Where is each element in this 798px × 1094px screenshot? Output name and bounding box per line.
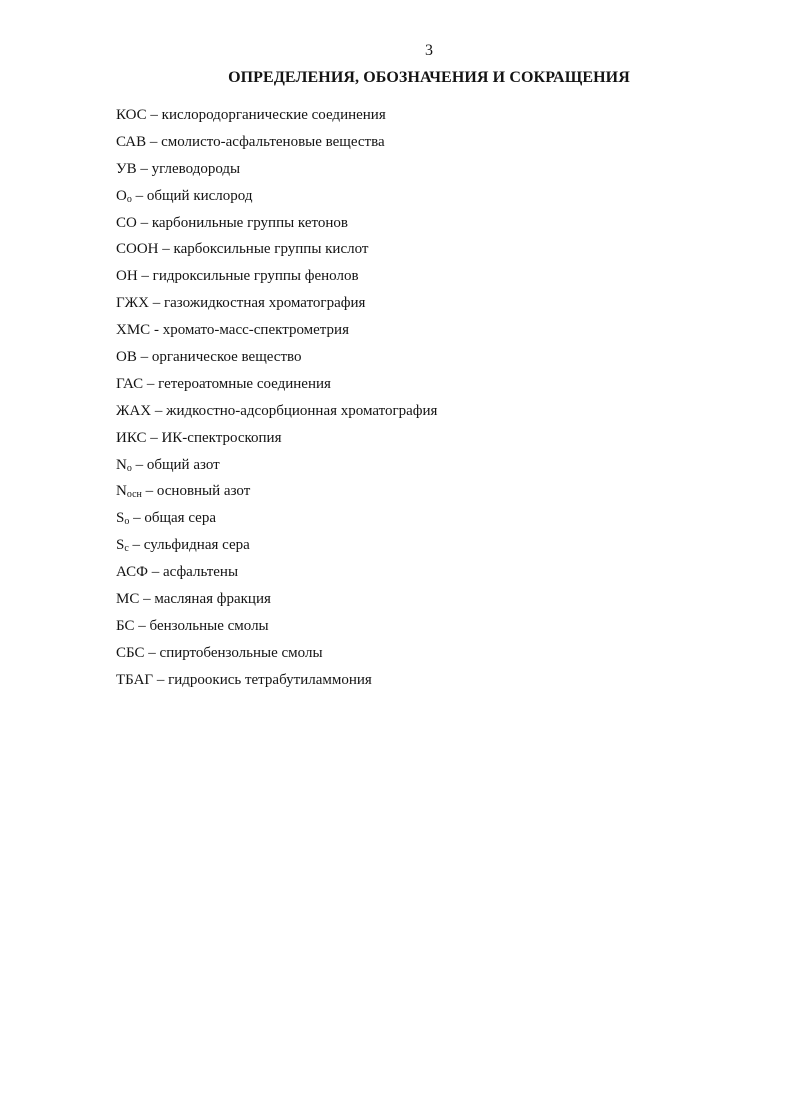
abbr-separator: –	[128, 537, 144, 554]
abbreviation-list	[116, 104, 437, 696]
list-item	[116, 615, 437, 642]
abbr-definition: кислородорганические соединения	[161, 107, 386, 123]
abbr-separator: –	[151, 402, 167, 419]
abbr-term: ГЖХ	[116, 295, 149, 312]
list-item	[116, 131, 437, 158]
abbr-term: ХМС	[116, 322, 151, 339]
abbr-separator: –	[131, 456, 147, 473]
abbr-term: САВ	[116, 133, 147, 150]
abbr-definition: общая сера	[144, 510, 216, 527]
list-item	[116, 507, 437, 534]
abbr-separator: –	[136, 349, 152, 366]
abbr-term: АСФ	[116, 564, 148, 581]
abbr-term: ОВ	[116, 349, 137, 366]
abbr-definition: органическое вещество	[151, 349, 302, 366]
abbr-separator: -	[150, 322, 163, 339]
abbr-term: ОН	[116, 268, 138, 285]
list-item	[116, 265, 437, 292]
abbr-definition: бензольные смолы	[149, 617, 269, 634]
list-item	[116, 561, 437, 588]
list-item	[116, 669, 437, 696]
abbr-separator: –	[146, 107, 162, 123]
list-item	[116, 238, 437, 265]
abbr-definition: общий азот	[146, 456, 220, 473]
abbr-separator: –	[141, 483, 157, 500]
list-item	[116, 158, 437, 185]
abbr-definition: жидкостно-адсорбционная хроматография	[166, 402, 438, 419]
abbr-definition: масляная фракция	[154, 591, 271, 608]
abbr-separator: –	[134, 617, 150, 634]
abbr-definition: основный азот	[156, 483, 251, 500]
list-item	[116, 212, 437, 239]
list-item	[116, 454, 437, 481]
list-item	[116, 319, 437, 346]
list-item	[116, 400, 437, 427]
abbr-definition: гидроокись тетрабутиламмония	[168, 671, 372, 688]
abbr-definition: карбонильные группы кетонов	[151, 214, 348, 231]
abbr-term: O	[116, 187, 127, 204]
abbr-separator: –	[146, 429, 162, 446]
abbr-term: СБС	[116, 644, 145, 661]
abbr-definition: смолисто-асфальтеновые вещества	[161, 133, 385, 150]
abbr-term: ЖАХ	[116, 402, 152, 419]
abbr-subscript: o	[124, 516, 130, 528]
abbr-term: ИКС	[116, 429, 147, 446]
abbr-term: УВ	[116, 160, 137, 177]
abbr-term: КОС	[116, 107, 147, 123]
abbr-term: S	[116, 537, 125, 554]
abbr-separator: –	[146, 133, 162, 150]
abbr-definition: карбоксильные группы кислот	[173, 241, 369, 258]
abbr-term: СООН	[116, 241, 159, 258]
list-item	[116, 373, 437, 400]
abbr-separator: –	[136, 160, 152, 177]
list-item	[116, 427, 437, 454]
abbr-separator: –	[147, 564, 163, 581]
list-item	[116, 346, 437, 373]
abbr-subscript: c	[124, 543, 129, 555]
abbr-separator: –	[137, 268, 153, 285]
abbr-subscript: o	[126, 462, 132, 474]
list-item	[116, 534, 437, 561]
abbr-term: СО	[116, 214, 137, 231]
list-item	[116, 480, 437, 507]
abbr-definition: ИК-спектроскопия	[161, 429, 282, 446]
page-number: 3	[425, 42, 433, 59]
abbr-separator: –	[153, 671, 169, 688]
abbr-term: S	[116, 510, 125, 527]
abbr-separator: –	[139, 591, 155, 608]
abbr-term: МС	[116, 591, 140, 608]
abbr-definition: гетероатомные соединения	[158, 375, 331, 392]
abbr-term: БС	[116, 617, 135, 634]
list-item	[116, 588, 437, 615]
page-title: ОПРЕДЕЛЕНИЯ, ОБОЗНАЧЕНИЯ И СОКРАЩЕНИЯ	[228, 69, 630, 86]
abbr-term: ГАС	[116, 375, 144, 392]
abbr-separator: –	[131, 187, 147, 204]
abbr-definition: гидроксильные группы фенолов	[152, 268, 359, 285]
abbr-separator: –	[136, 214, 152, 231]
abbr-separator: –	[143, 375, 159, 392]
abbr-separator: –	[144, 644, 160, 661]
abbr-separator: –	[148, 295, 164, 312]
abbr-separator: –	[129, 510, 145, 527]
abbr-definition: спиртобензольные смолы	[159, 644, 323, 661]
list-item	[116, 642, 437, 669]
abbr-term: N	[116, 483, 127, 500]
abbr-term: N	[116, 456, 127, 473]
abbr-definition: хромато-масс-спектрометрия	[162, 322, 349, 339]
abbr-definition: сульфидная сера	[143, 537, 250, 554]
list-item	[116, 104, 437, 131]
abbr-definition: углеводороды	[151, 160, 241, 177]
abbr-term: ТБАГ	[116, 671, 154, 688]
abbr-definition: асфальтены	[162, 564, 239, 581]
list-item	[116, 292, 437, 319]
abbr-subscript: осн	[126, 489, 142, 501]
abbr-definition: газожидкостная хроматография	[163, 295, 366, 312]
abbr-definition: общий кислород	[146, 187, 253, 204]
abbr-subscript: o	[126, 193, 132, 205]
abbr-separator: –	[158, 241, 174, 258]
list-item	[116, 185, 437, 212]
